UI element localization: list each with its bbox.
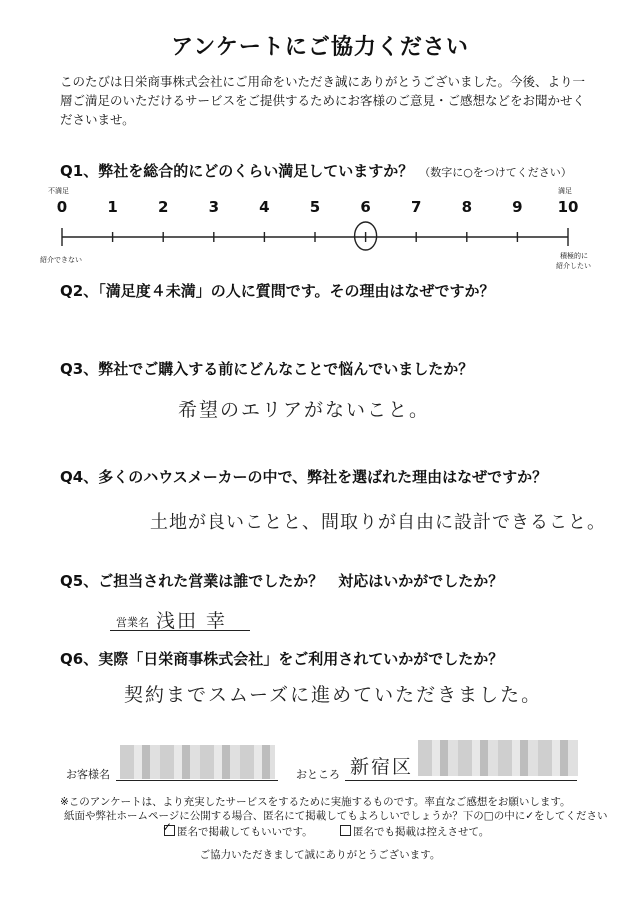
customer-name-redaction (120, 745, 275, 779)
question-4-text: Q4、多くのハウスメーカーの中で、弊社を選ばれた理由はなぜですか？ (60, 468, 548, 486)
scale-number-4[interactable]: 4 (259, 198, 270, 216)
scale-number-7[interactable]: 7 (410, 198, 422, 216)
scale-number-2[interactable]: 2 (157, 198, 169, 216)
checkbox-checked-icon[interactable]: ✓ (164, 825, 175, 836)
footer-note-2: 紙面や弊社ホームページに公開する場合、匿名にて掲載してもよろしいでしょうか？下の□の中に✓をしてください (64, 810, 608, 822)
question-3-text: Q3、弊社でご購入する前にどんなことで悩んでいましたか？ (60, 360, 474, 378)
question-6-text: Q6、実際「日栄商事株式会社」をご利用されていかがでしたか？ (60, 650, 504, 668)
option-anonymous-ok[interactable] (162, 820, 313, 839)
sales-name-label: 営業名 (116, 616, 149, 629)
question-4-answer: 土地が良いことと、間取りが自由に設計できること。 (150, 512, 606, 533)
checkbox-icon[interactable] (340, 825, 351, 836)
address-value: 新宿区 (350, 756, 414, 778)
sales-name-answer: 浅田 幸 (156, 610, 228, 632)
scale-right-bottom-label-2: 紹介したい (556, 262, 591, 270)
address-redaction (418, 740, 578, 776)
thanks-text: ご協力いただきまして誠にありがとうございます。 (199, 849, 441, 861)
scale-left-top-label: 不満足 (48, 187, 69, 195)
scale-number-10[interactable]: 10 (557, 198, 579, 216)
scale-left-bottom-label: 紹介できない (40, 256, 82, 264)
sales-name-underline (110, 630, 250, 631)
scale-number-9[interactable]: 9 (512, 198, 523, 216)
scale-right-bottom-label-1: 積極的に (560, 252, 588, 260)
address-underline (345, 780, 577, 781)
customer-name-label: お客様名 (66, 768, 110, 781)
scale-number-1[interactable]: 1 (107, 198, 118, 216)
scale-number-0[interactable]: 0 (56, 198, 68, 216)
question-6-answer: 契約までスムーズに進めていただきました。 (124, 684, 543, 706)
intro-text: このたびは日栄商事株式会社にご用命をいただき誠にありがとうございました。今後、より一層ご満足のいただけるサービスをご提供するためにお客様のご意見・ご感想などをお聞かせくださいませ。 (60, 74, 586, 127)
question-1-hint: （数字に○をつけてください） (419, 166, 572, 179)
scale-number-3[interactable]: 3 (208, 198, 220, 216)
option-anonymous-ok-label: 匿名で掲載してもいいです。 (177, 826, 313, 838)
address-label: おところ (296, 768, 340, 781)
customer-name-underline (116, 780, 278, 781)
question-3-answer: 希望のエリアがないこと。 (178, 399, 431, 421)
scale-number-5[interactable]: 5 (309, 198, 321, 216)
scale-number-6[interactable]: 6 (360, 198, 371, 216)
footer-note-1: ※このアンケートは、より充実したサービスをするために実施するものです。率直なご感想をお願いします。 (60, 796, 571, 808)
question-1-text: Q1、弊社を総合的にどのくらい満足していますか？ (60, 162, 414, 180)
scale-number-8[interactable]: 8 (461, 198, 473, 216)
question-2-text: Q2、「満足度４未満」の人に質問です。その理由はなぜですか？ (60, 282, 495, 300)
option-anonymous-decline[interactable] (340, 825, 489, 839)
scale-right-top-label: 満足 (558, 187, 572, 195)
question-5-text: Q5、ご担当された営業は誰でしたか？ 対応はいかがでしたか？ (60, 572, 504, 590)
page-title: アンケートにご協力ください (171, 35, 469, 60)
option-anonymous-decline-label: 匿名でも掲載は控えさせて。 (353, 826, 490, 838)
